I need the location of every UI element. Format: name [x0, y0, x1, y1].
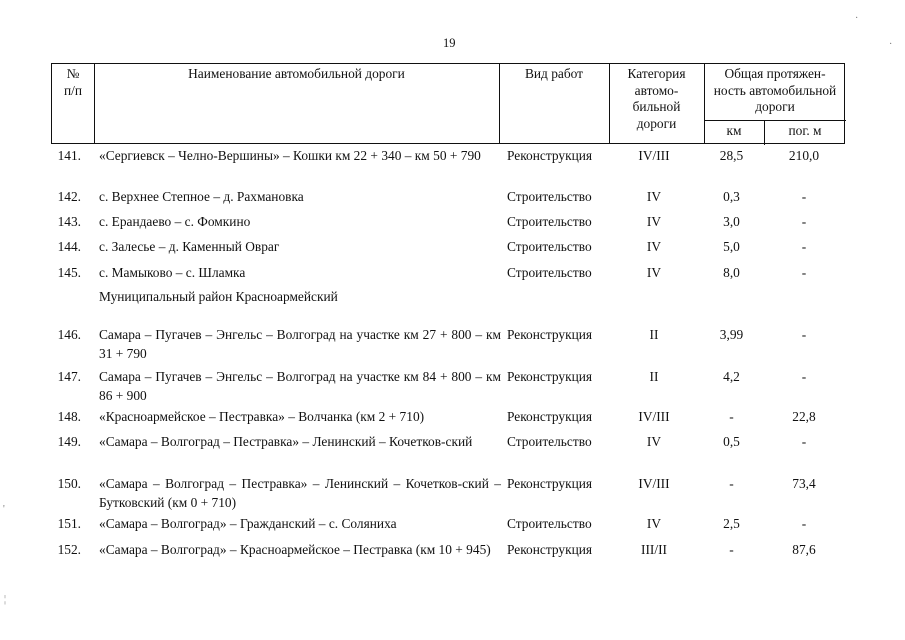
road-name: Самара – Пугачев – Энгельс – Волгоград на участке км 27 + 800 – км 31 + 790: [99, 327, 501, 361]
header-km: км: [726, 123, 742, 138]
length-pog-m: -: [801, 239, 807, 254]
length-pog-m: -: [801, 516, 807, 531]
length-km: 0,5: [723, 434, 740, 449]
length-km: 3,0: [723, 214, 740, 229]
work-type: Реконструкция: [507, 369, 593, 384]
length-km: 5,0: [723, 239, 740, 254]
road-name: «Самара – Волгоград» – Красноармейское – Пестравка (км 10 + 945): [99, 542, 491, 557]
header-road-name: Наименование автомобильной дороги: [188, 66, 405, 81]
row-number: 145.: [57, 265, 81, 280]
length-pog-m: 73,4: [792, 476, 816, 491]
work-type: Строительство: [507, 434, 592, 449]
row-number: 152.: [57, 542, 81, 557]
row-number: 149.: [57, 434, 81, 449]
road-name: «Самара – Волгоград» – Гражданский – с. Соляниха: [99, 516, 397, 531]
road-category: IV/III: [638, 409, 670, 424]
row-number: 146.: [57, 327, 81, 342]
header-category: Категория автомо- бильной дороги: [627, 66, 686, 131]
row-number: 150.: [57, 476, 81, 491]
road-name: Самара – Пугачев – Энгельс – Волгоград на участке км 84 + 800 – км 86 + 900: [99, 369, 501, 403]
road-category: IV: [646, 189, 662, 204]
length-km: -: [729, 542, 734, 557]
work-type: Строительство: [507, 516, 592, 531]
row-number: 148.: [57, 409, 81, 424]
length-pog-m: 87,6: [792, 542, 816, 557]
road-name: «Красноармейское – Пестравка» – Волчанка (км 2 + 710): [99, 409, 425, 424]
road-category: IV: [646, 265, 662, 280]
road-category: II: [649, 369, 659, 384]
row-number: 147.: [57, 369, 81, 384]
scan-mark-top-right: ·: [855, 13, 859, 24]
row-number: 141.: [57, 148, 81, 163]
road-category: IV: [646, 434, 662, 449]
length-km: 28,5: [719, 148, 744, 163]
work-type: Реконструкция: [507, 327, 593, 342]
length-km: 3,99: [719, 327, 744, 342]
length-km: -: [729, 409, 734, 424]
section-title: Муниципальный район Красноармейский: [99, 289, 338, 304]
road-category: IV/III: [638, 148, 670, 163]
scan-mark-right: ·: [889, 39, 893, 50]
length-km: 4,2: [723, 369, 740, 384]
header-work-type: Вид работ: [524, 66, 584, 81]
table-header: [51, 63, 845, 144]
length-pog-m: -: [801, 189, 807, 204]
page-number: 19: [443, 36, 456, 50]
work-type: Реконструкция: [507, 476, 593, 491]
work-type: Реконструкция: [507, 148, 593, 163]
length-pog-m: -: [801, 327, 807, 342]
header-length: Общая протяжен- ность автомобильной дороги: [713, 66, 837, 114]
length-pog-m: 210,0: [788, 148, 820, 163]
work-type: Реконструкция: [507, 409, 593, 424]
road-category: IV: [646, 214, 662, 229]
header-num: № п/п: [63, 66, 83, 98]
row-number: 144.: [57, 239, 81, 254]
row-number: 142.: [57, 189, 81, 204]
road-name: «Самара – Волгоград – Пестравка» – Ленинский – Кочетков-ский: [99, 434, 473, 449]
work-type: Реконструкция: [507, 542, 593, 557]
row-number: 151.: [57, 516, 81, 531]
road-name: «Самара – Волгоград – Пестравка» – Ленинский – Кочетков-ский – Бутковский (км 0 + 710): [99, 476, 501, 510]
road-category: IV: [646, 516, 662, 531]
work-type: Строительство: [507, 214, 592, 229]
length-km: 8,0: [723, 265, 740, 280]
work-type: Строительство: [507, 189, 592, 204]
road-name: с. Верхнее Степное – д. Рахмановка: [99, 189, 304, 204]
road-name: «Сергиевск – Челно-Вершины» – Кошки км 22 + 340 – км 50 + 790: [99, 148, 481, 163]
road-category: III/II: [640, 542, 668, 557]
road-category: IV: [646, 239, 662, 254]
road-category: IV/III: [638, 476, 670, 491]
scan-mark-left-bottom: ¦: [4, 594, 7, 605]
length-km: 2,5: [723, 516, 740, 531]
road-name: с. Мамыково – с. Шламка: [99, 265, 246, 280]
length-pog-m: 22,8: [792, 409, 816, 424]
row-number: 143.: [57, 214, 81, 229]
work-type: Строительство: [507, 265, 592, 280]
length-pog-m: -: [801, 265, 807, 280]
road-name: с. Залесье – д. Каменный Овраг: [99, 239, 280, 254]
header-pog: пог. м: [788, 123, 822, 138]
work-type: Строительство: [507, 239, 592, 254]
header-subdivider: [704, 120, 846, 121]
length-pog-m: -: [801, 214, 807, 229]
length-km: 0,3: [723, 189, 740, 204]
length-pog-m: -: [801, 369, 807, 384]
road-name: с. Ерандаево – с. Фомкино: [99, 214, 251, 229]
length-pog-m: -: [801, 434, 807, 449]
road-category: II: [649, 327, 659, 342]
scan-mark-left: ': [3, 504, 5, 515]
length-km: -: [729, 476, 734, 491]
